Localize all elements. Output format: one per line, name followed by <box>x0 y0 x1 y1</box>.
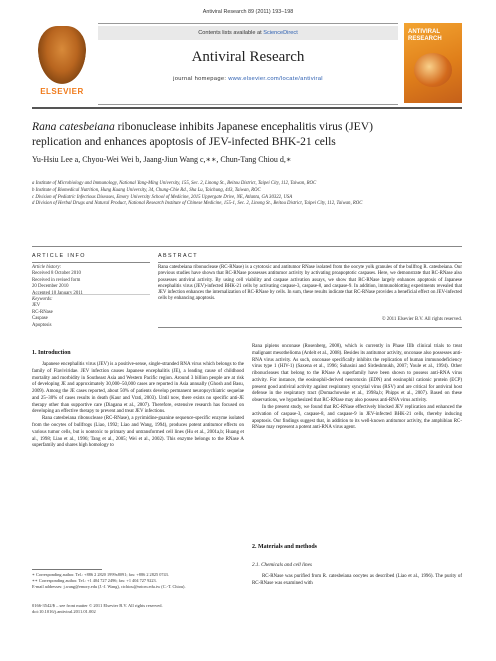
journal-homepage <box>98 76 398 82</box>
abstract-divider <box>158 262 462 263</box>
title-species: Rana catesbeiana <box>32 120 115 133</box>
contents-available-band <box>98 26 398 40</box>
issn-doi <box>32 603 244 615</box>
contents-prefix: Contents lists available at <box>198 30 264 36</box>
methods-paragraph: RC-RNase was purified from R. catesbeiana oocytes as described (Liao et al., 1996). The purity of RC-RNase was examined with <box>252 574 462 586</box>
keyword-item: RC-RNase <box>32 309 53 315</box>
methods-heading: 2. Materials and methods <box>252 544 317 550</box>
title-line-1: ribonuclease inhibits Japanese encephalitis virus (JEV) <box>114 120 373 133</box>
journal-cover-thumbnail[interactable] <box>404 23 462 103</box>
article-title <box>32 120 462 149</box>
abstract-heading: ABSTRACT <box>158 253 198 259</box>
keywords-label: Keywords: <box>32 297 53 302</box>
keyword-item: Caspase <box>32 316 48 322</box>
affiliation-b: b Institute of Biomedical Nutrition, Hung Kuang University, 34, Chung-Chie Rd., Sha Lu, Taichung, 443, Taiwan, ROC <box>32 187 261 193</box>
introduction-heading: 1. Introduction <box>32 350 71 356</box>
methods-subheading: 2.1. Chemicals and cell lines <box>252 562 312 568</box>
affiliation-d: d Division of Herbal Drugs and Natural Product, National Research Institute of Chinese Medicine, 155-1, Sec. 2, Linong St., Beitou District, Taipei City, 112, Taiwan, ROC <box>32 201 363 207</box>
intro-paragraph: Rana pipiens onconase (Rosenberg, 2008), which is currently in Phase IIIb clinical trials to treat malignant mesothelioma (Ardelt et al., 2008). Besides its antitumor activity, onconase also possesses anti-RNA virus activity. As such, onconase specifically inhibits the replication of human immunodeficiency virus type 1 (HIV-1) (Saxena et al., 1996; Suhasini and Sirdeshmukh, 2007; Youle et al., 1994). Other ribonucleases that belong to the RNase A superfamily have been shown to possess anti-RNA virus activity. For instance, the eosinophil-derived neurotoxin (EDN) and eosinophil cationic protein (ECP) present good antiviral activity against respiratory syncytial virus (RSV) and are critical for antiviral host defense in the respiratory tract (Domachowske et al., 1998a,b; Phipps et al., 2007). Based on these observations, we hypothesized that RC-RNase may also possess anti-RNA virus activity. <box>252 344 462 404</box>
intro-paragraph: Japanese encephalitis virus (JEV) is a positive-sense, single-stranded RNA virus which belongs to the family of Flaviviridae. JEV infection causes Japanese encephalitis (JE), a leading cause of childhood mortality and morbidity in Southeast Asia and Western Pacific region. Around 3 billion people are at risk of developing JE and approximately 30,000–50,000 cases are reported in Asia annually (Ghosh and Basu, 2009). Among the JE cases reported, about 50% of patients develop permanent neuropsychiatric sequelae and 25–30% of cases results in death (Kaur and Vrati, 2003). Until now, there exists no specific anti-JE therapy other than supportive care (Diagana et al., 2007). Therefore, extensive research has focused on developing an effective therapy to prevent and treat JEV infections. <box>32 362 244 415</box>
section-divider <box>32 246 462 247</box>
history-received: Received 8 October 2010 <box>32 271 81 277</box>
keywords-divider <box>32 294 150 295</box>
keyword-item: JEV <box>32 303 41 309</box>
footnote-divider <box>32 569 102 570</box>
elsevier-logo[interactable] <box>32 23 92 103</box>
history-label: Article history: <box>32 265 62 270</box>
right-column-text <box>252 344 462 432</box>
cover-virus-image <box>414 53 452 87</box>
footnotes <box>32 572 244 589</box>
intro-paragraph: In the present study, we found that RC-RNase effectively blocked JEV replication and enhanced the activation of caspase-3, caspase-8, and caspase-9 in JEV-infected BHK-21 cells, thereby inducing apoptosis. Our findings suggest that, in addition to its well-known antitumor activity, the amphibian RC-RNase may represent a potent anti-RNA virus agent. <box>252 405 462 431</box>
title-line-2: replication and enhances apoptosis of JEV-infected BHK-21 cells <box>32 134 336 148</box>
history-revised-label: Received in revised form <box>32 277 81 283</box>
abstract-text: Rana catesbeiana ribonuclease (RC-RNase) is a cytotoxic and antitumor RNase isolated from the oocyte yolk granules of the bullfrog R. catesbeiana. Our previous studies have shown that RC-RNase possesses antitumor activity by activating proapoptotic caspases. Here, we demonstrate that RC-RNase also possesses antiviral activity. By using cell viability and caspase activation assays, we show that RC-RNase largely enhances apoptosis of Japanese encephalitis virus (JEV)-infected BHK-21 cells by activating caspase-3, caspase-8, and caspase-9. In addition, immunoblotting experiments revealed that JEV infection enhances the internalization of RC-RNase by cells. In sum, these results indicate that RC-RNase provides a beneficial effect on JEV-infected cells by enhancing apoptosis. <box>158 265 462 302</box>
journal-header <box>32 23 462 103</box>
affiliation-c: c Division of Pediatric Infectious Diseases, Emory University School of Medicine, 2015 Uppergate Drive, NE, Atlanta, GA 30322, USA <box>32 194 293 200</box>
cover-title: ANTIVIRAL RESEARCH <box>408 29 442 42</box>
left-column-text <box>32 362 244 450</box>
footnote-emails[interactable]: E-mail addresses: j.wang@emory.edu (J.-J. Wang), ctchiou@nricm.edu.tw (C.-T. Chiou). <box>32 583 186 589</box>
keywords <box>32 297 150 329</box>
homepage-link[interactable]: www.elsevier.com/locate/antiviral <box>228 76 323 82</box>
journal-title[interactable]: Antiviral Research <box>191 49 305 65</box>
journal-citation: Antiviral Research 89 (2011) 193–198 <box>202 9 294 15</box>
doi-link[interactable]: doi:10.1016/j.antiviral.2011.01.002 <box>32 609 96 614</box>
journal-masthead <box>98 23 398 105</box>
footnote-corresponding-1: ∗ Corresponding author. Tel.: +886 2 2820 1999x8091; fax: +886 2 2825 0743. <box>32 572 169 577</box>
affiliation-a: a Institute of Microbiology and Immunology, National Yang-Ming University, 155, Sec. 2, Linong St., Beitou District, Taipei City, 112, Taiwan, ROC <box>32 181 317 186</box>
copyright-notice: © 2011 Elsevier B.V. All rights reserved. <box>381 317 462 322</box>
issn-line: 0166-3542/$ – see front matter © 2011 Elsevier B.V. All rights reserved. <box>32 603 163 608</box>
abstract-end-divider <box>158 327 462 328</box>
article-info-heading: ARTICLE INFO <box>32 253 86 259</box>
intro-paragraph: Rana catesbeiana ribonuclease (RC-RNase), a pyrimidine-guanine sequence-specific enzyme isolated from the oocytes of bullfrogs (Liao, 1992; Liao and Wang, 1994), produces potent antitumor effects on various tumor cells, but is nontoxic to primary and untransformed cell lines (Hu et al., 2001a,b; Huang et al., 1998; Liao et al., 1996; Tang et al., 2005; Wei et al., 2002). This enzyme belongs to the RNase A superfamily and shares high homology to <box>32 416 244 449</box>
keyword-item: Apoptosis <box>32 322 52 328</box>
elsevier-wordmark: ELSEVIER <box>40 87 84 96</box>
homepage-prefix: journal homepage: <box>173 76 229 82</box>
author-list: Yu-Hsiu Lee a, Chyou-Wei Wei b, Jaang-Jiun Wang c,∗∗, Chun-Tang Chiou d,∗ <box>32 155 292 164</box>
affiliations <box>32 181 462 208</box>
methods-text <box>252 574 462 588</box>
article-info-divider <box>32 262 150 263</box>
sciencedirect-link[interactable]: ScienceDirect <box>263 30 298 36</box>
header-divider <box>32 107 462 109</box>
footnote-corresponding-2: ∗∗ Corresponding author. Tel.: +1 404 727 2496; fax: +1 404 727 9223. <box>32 577 157 583</box>
elsevier-tree-icon <box>38 26 86 84</box>
history-revised-date: 20 December 2010 <box>32 284 69 290</box>
article-history <box>32 265 150 297</box>
